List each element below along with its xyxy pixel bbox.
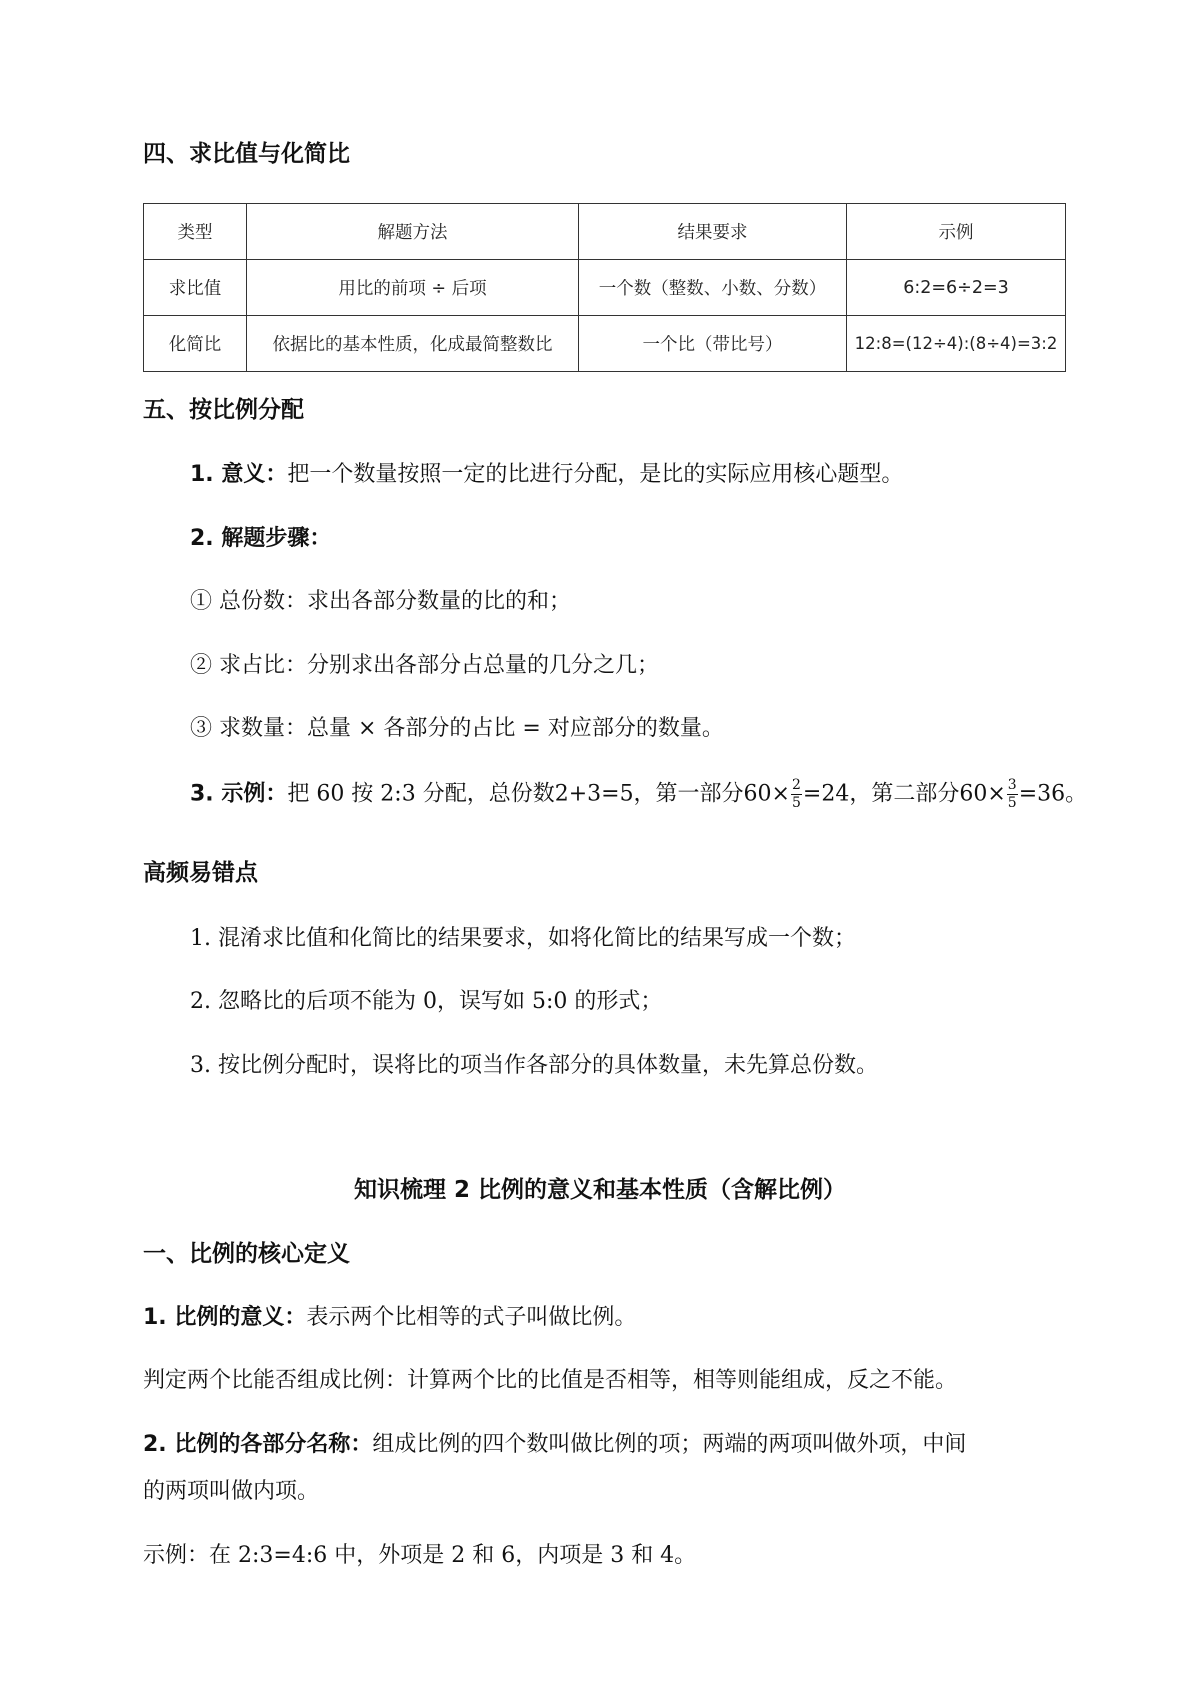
fraction-numerator: 3 — [1007, 777, 1017, 793]
table-header-cell: 解题方法 — [247, 204, 579, 260]
fraction-numerator: 2 — [792, 777, 801, 793]
table-cell: 6:2=6÷2=3 — [847, 260, 1066, 316]
table-cell: 化简比 — [144, 316, 247, 372]
parts-paragraph-continued: 的两项叫做内项。 — [143, 1479, 320, 1504]
example-paragraph — [190, 777, 1087, 812]
table-cell: 一个数（整数、小数、分数） — [579, 260, 847, 316]
fraction — [791, 777, 802, 812]
knowledge-2-title: 知识梳理 2 比例的意义和基本性质（含解比例） — [353, 1177, 847, 1203]
example-text: =24，第二部分60× — [802, 781, 1006, 807]
table-header-row — [144, 204, 1066, 260]
table-header-cell: 结果要求 — [579, 204, 847, 260]
example-text: =36。 — [1018, 781, 1088, 807]
table-row — [144, 316, 1066, 372]
example-text: 把 60 按 2:3 分配，总份数2+3=5，第一部分60× — [287, 781, 790, 807]
definition-label: 1. 比例的意义： — [143, 1305, 307, 1330]
fraction-denominator: 5 — [792, 795, 801, 811]
ratio-table — [143, 203, 1066, 372]
error-item: 1. 混淆求比值和化简比的结果要求，如将化简比的结果写成一个数； — [190, 926, 856, 951]
table-cell: 一个比（带比号） — [579, 316, 847, 372]
table-header-cell: 示例 — [847, 204, 1066, 260]
proportion-example: 示例：在 2:3=4:6 中，外项是 2 和 6，内项是 3 和 4。 — [143, 1543, 697, 1568]
section-4-title: 四、求比值与化简比 — [143, 141, 350, 167]
steps-heading: 2. 解题步骤： — [190, 526, 332, 551]
proportion-definition — [143, 1302, 636, 1334]
table-cell: 求比值 — [144, 260, 247, 316]
table-cell: 用比的前项 ÷ 后项 — [247, 260, 579, 316]
error-item: 3. 按比例分配时，误将比的项当作各部分的具体数量，未先算总份数。 — [190, 1053, 878, 1078]
table-header-cell: 类型 — [144, 204, 247, 260]
fraction — [1007, 777, 1018, 812]
step-item: ② 求占比：分别求出各部分占总量的几分之几； — [190, 653, 659, 678]
meaning-text: 把一个数量按照一定的比进行分配，是比的实际应用核心题型。 — [287, 462, 904, 487]
section-5-title: 五、按比例分配 — [143, 397, 304, 423]
definition-text: 表示两个比相等的式子叫做比例。 — [306, 1305, 637, 1330]
table-row — [144, 260, 1066, 316]
meaning-label: 1. 意义： — [190, 462, 288, 487]
error-item: 2. 忽略比的后项不能为 0，误写如 5:0 的形式； — [190, 989, 663, 1014]
errors-title: 高频易错点 — [143, 860, 258, 886]
judgment-paragraph: 判定两个比能否组成比例：计算两个比的比值是否相等，相等则能组成，反之不能。 — [143, 1368, 958, 1393]
example-label: 3. 示例： — [190, 781, 288, 807]
parts-text: 组成比例的四个数叫做比例的项；两端的两项叫做外项，中间 — [372, 1432, 967, 1457]
step-item: ③ 求数量：总量 × 各部分的占比 = 对应部分的数量。 — [190, 716, 724, 741]
table-cell: 依据比的基本性质，化成最简整数比 — [247, 316, 579, 372]
table-cell: 12:8=(12÷4):(8÷4)=3:2 — [847, 316, 1066, 372]
fraction-denominator: 5 — [1007, 795, 1017, 811]
step-item: ① 总份数：求出各部分数量的比的和； — [190, 589, 571, 614]
core-definition-title: 一、比例的核心定义 — [143, 1241, 350, 1267]
parts-paragraph — [143, 1429, 966, 1461]
parts-label: 2. 比例的各部分名称： — [143, 1432, 373, 1457]
meaning-paragraph — [190, 459, 903, 491]
